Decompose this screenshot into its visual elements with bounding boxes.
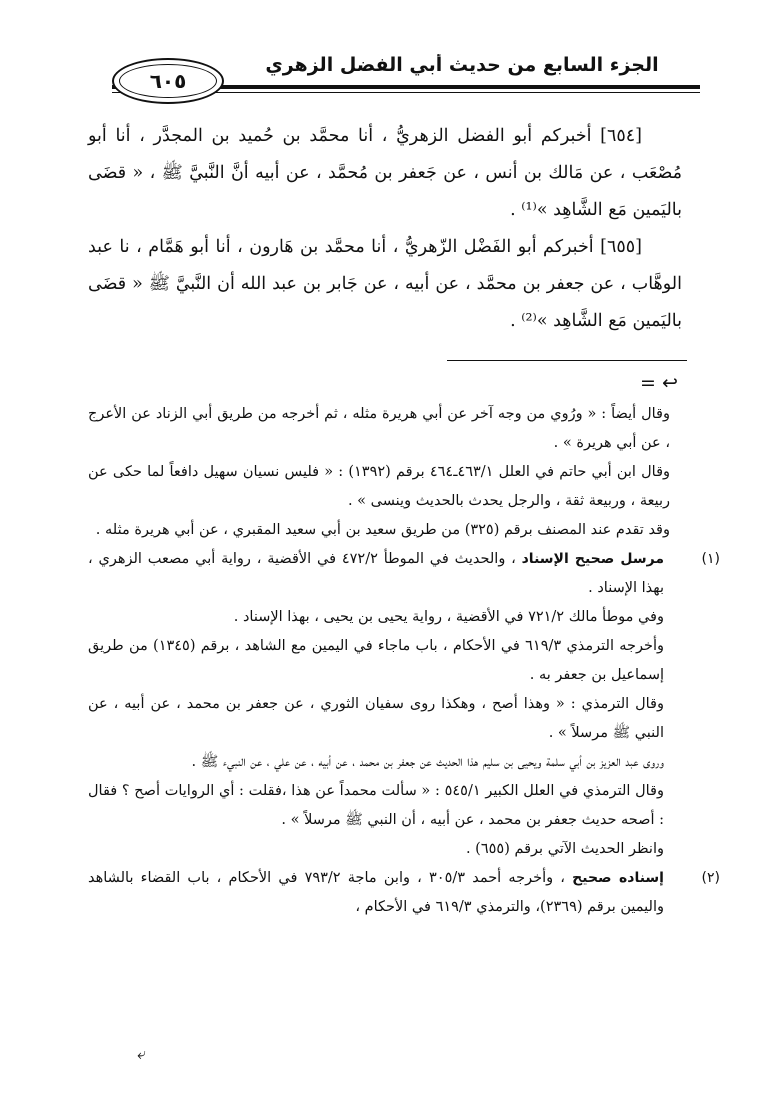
footnote-grading: إسناده صحيح (572, 870, 664, 886)
main-text (88, 118, 682, 340)
footnote-paragraph: وانظر الحديث الآتي برقم (٦٥٥) . (465, 841, 664, 857)
footnote-2 (88, 864, 720, 922)
footnote-separator (447, 360, 687, 361)
footnote-paragraph: وأخرجه الترمذي ٦١٩/٣ في الأحكام ، باب ماجاء في اليمين مع الشاهد ، برقم (١٣٤٥) من طريق إسماعيل بن جعفر به . (88, 638, 665, 683)
hadith-655: [٦٥٥] أخبركم أبو الفَضْل الزّهريُّ ، أنا محمَّد بن هَارون ، أنا أبو هَمَّام ، نا عبد الوهَّاب ، عن جعفر بن محمَّد ، عن أبيه ، عن جَابر بن عبد الله أن النَّبيَّ ﷺ « قضَى باليَمين مَع الشَّاهِد »⁽²⁾ . (88, 237, 682, 331)
page-number-inner-ring (119, 64, 217, 98)
footnote-paragraph: وقال الترمذي في العلل الكبير ٥٤٥/١ : « سألت محمداً عن هذا ،فقلت : أي الروايات أصح ؟ فقال : أصحه حديث جعفر بن محمد ، عن أبيه ، أن النبي ﷺ مرسلاً » . (88, 783, 664, 828)
footnote-paragraph: وقال أيضاً : « ورُوي من وجه آخر عن أبي هريرة مثله ، ثم أخرجه من طريق أبي الزناد عن الأعرج ، عن أبي هريرة » . (88, 406, 670, 451)
running-title: الجزء السابع من حديث أبي الفضل الزهري (265, 54, 659, 76)
footnote-paragraph: وقد تقدم عند المصنف برقم (٣٢٥) من طريق سعيد بن أبي سعيد المقبري ، عن أبي هريرة مثله . (95, 522, 670, 538)
footnote-continuation (88, 400, 716, 545)
page-turn-mark: ⤶ (137, 1044, 146, 1063)
page-number: ٦٠٥ (149, 69, 187, 93)
footnote-grading: مرسل صحيح الإسناد (521, 551, 664, 567)
page-header (112, 52, 700, 104)
footnote-paragraph: وروى عبد العزيز بن أبي سلمة ويحيى بن سليم هذا الحديث عن جعفر بن محمد ، عن أبيه ، عن علي ، عن النبيء ﷺ . (191, 754, 664, 770)
footnote-paragraph: وفي موطأ مالك ٧٢١/٢ في الأقضية ، رواية يحيى بن يحيى ، بهذا الإسناد . (233, 609, 664, 625)
footnote-paragraph: وقال الترمذي : « وهذا أصح ، وهكذا روى سفيان الثوري ، عن جعفر بن محمد ، عن أبيه ، عن النبي ﷺ مرسلاً » . (88, 696, 664, 741)
footnote-text: ، والحديث في الموطأ ٤٧٢/٢ في الأقضية ، رواية أبي مصعب الزهري ، بهذا الإسناد . (88, 551, 664, 596)
footnote-paragraph: وقال ابن أبي حاتم في العلل ٤٦٣/١ـ٤٦٤ برقم (١٣٩٢) : « فليس نسيان سهيل دافعاً لما حكى عن ربيعة ، وربيعة ثقة ، والرجل يحدث بالحديث وينسى » . (88, 464, 670, 509)
footnote-paragraph (88, 864, 716, 922)
footnote-number: (٢) (701, 870, 720, 886)
hadith-654: [٦٥٤] أخبركم أبو الفضل الزهريُّ ، أنا محمَّد بن حُميد بن المجدَّر ، أنا أبو مُصْعَب ، عن مَالك بن أنس ، عن جَعفر بن مُحمَّد ، عن أبيه أنَّ النَّبيَّ ﷺ ، « قضَى باليَمين مَع الشَّاهِد »⁽¹⁾ . (88, 126, 682, 220)
footnote-1 (88, 545, 720, 864)
footnote-number: (١) (701, 551, 720, 567)
footnotes (88, 400, 720, 922)
footnote-paragraph (88, 545, 716, 603)
continuation-mark: = ↩ (640, 372, 678, 394)
footnote-text: ، وأخرجه أحمد ٣٠٥/٣ ، وابن ماجة ٧٩٣/٢ في الأحكام ، باب القضاء بالشاهد واليمين برقم (٢٣٦٩)، والترمذي ٦١٩/٣ في الأحكام ، (88, 870, 664, 915)
page-number-oval (112, 58, 224, 104)
